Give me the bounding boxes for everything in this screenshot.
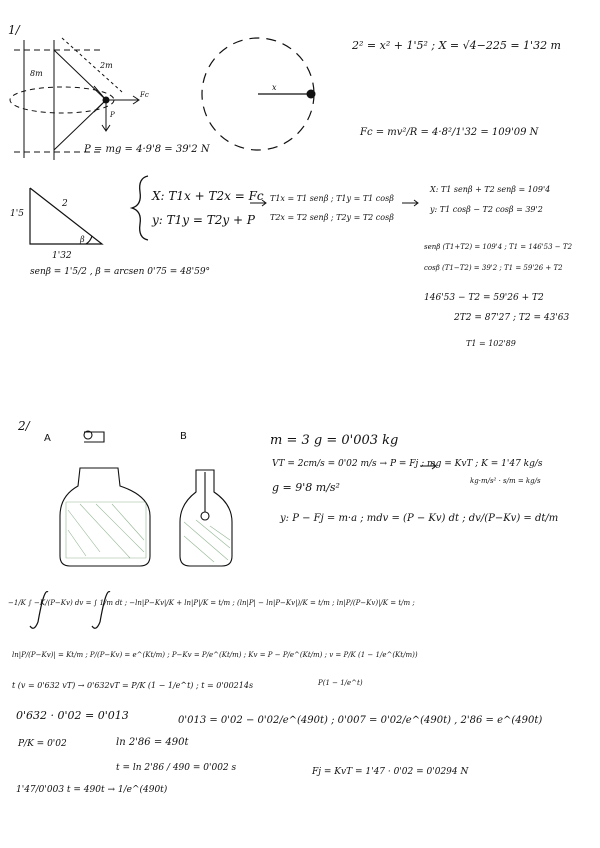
integration-line-1: −1/K ∫ −K/(P−Kv) dv = ∫ 1/m dt ; −ln|P−Kv|/K + ln|P|/K = t/m ; (ln|P| − ln|P−Kv|)/K = t/m ; ln|P/(P−Kv)|/K = t/m ;: [8, 599, 415, 607]
units-check: kg·m/s² · s/m = kg/s: [470, 477, 541, 485]
angle-equation: senβ = 1'5/2 , β = arcsen 0'75 = 48'59°: [30, 267, 211, 277]
gravity-equation: g = 9'8 m/s²: [272, 481, 340, 494]
resolved-y-equation: y: T1 cosβ − T2 cosβ = 39'2: [430, 205, 543, 214]
right-triangle-figure: [30, 188, 102, 244]
solve-line-3: 146'53 − T2 = 59'26 + T2: [424, 293, 544, 303]
problem-1-number: 1/: [8, 23, 20, 37]
solve-line-2: cosβ (T1−T2) = 39'2 ; T1 = 59'26 + T2: [424, 264, 563, 272]
result-line-1: 0'632 · 0'02 = 0'013: [16, 709, 129, 722]
solve-line-4: 2T2 = 87'27 ; T2 = 43'63: [454, 313, 570, 323]
system-x-equation: X: T1x + T2x = Fc: [152, 189, 264, 203]
bottle-a-figure: [60, 431, 150, 566]
motion-equation: y: P − Fj = m·a ; mdv = (P − Kv) dt ; dv/(P−Kv) = dt/m: [280, 513, 559, 524]
height-label: 8m: [30, 69, 43, 78]
mass-equation: m = 3 g = 0'003 kg: [270, 433, 399, 448]
integration-line-3: t (v = 0'632 vT) → 0'632vT = P/K (1 − 1/e^t) ; t = 0'00214s: [12, 681, 254, 690]
pythagoras-equation: 2² = x² + 1'5² ; X = √4−225 = 1'32 m: [352, 39, 561, 52]
weight-equation: P = mg = 4·9'8 = 39'2 N: [84, 144, 210, 155]
components-t2: T2x = T2 senβ ; T2y = T2 cosβ: [270, 213, 394, 222]
system-y-equation: y: T1y = T2y + P: [152, 213, 255, 227]
fc-label: Fc: [140, 91, 149, 99]
problem-2-number: 2/: [18, 419, 30, 433]
result-line-4: ln 2'86 = 490t: [116, 737, 189, 748]
components-t1: T1x = T1 senβ ; T1y = T1 cosβ: [270, 194, 394, 203]
bottle-b-label: B: [180, 431, 187, 442]
radius-label: x: [272, 83, 277, 92]
triangle-base-label: 1'32: [52, 251, 72, 261]
system-brace: [132, 176, 148, 240]
triangle-angle-label: β: [80, 235, 85, 244]
result-line-6: 1'47/0'003 t = 490t → 1/e^(490t): [16, 785, 168, 795]
triangle-side-label: 1'5: [10, 209, 24, 219]
bottle-b-figure: [180, 470, 232, 566]
result-line-2: 0'013 = 0'02 − 0'02/e^(490t) ; 0'007 = 0'02/e^(490t) , 2'86 = e^(490t): [178, 715, 543, 726]
resolved-x-equation: X: T1 senβ + T2 senβ = 109'4: [430, 185, 551, 194]
circular-path-figure: [202, 38, 314, 150]
integration-note: P(1 − 1/e^t): [318, 679, 363, 687]
bottle-a-label: A: [44, 433, 51, 444]
result-line-3: P/K = 0'02: [18, 739, 67, 749]
terminal-velocity-equation: VT = 2cm/s = 0'02 m/s → P = Fj ; mg = KvT ; K = 1'47 kg/s: [272, 459, 543, 469]
pendulum-figure: [10, 38, 139, 160]
centripetal-force-equation: Fc = mv²/R = 4·8²/1'32 = 109'09 N: [360, 127, 539, 138]
solve-line-1: senβ (T1+T2) = 109'4 ; T1 = 146'53 − T2: [424, 243, 573, 251]
integration-line-2: ln|P/(P−Kv)| = Kt/m ; P/(P−Kv) = e^(Kt/m) ; P−Kv = P/e^(Kt/m) ; Kv = P − P/e^(Kt/m) ; v = P/K (1 − 1/e^(Kt/m)): [12, 651, 418, 659]
drag-force-equation: Fj = KvT = 1'47 · 0'02 = 0'0294 N: [312, 767, 469, 777]
result-line-5: t = ln 2'86 / 490 = 0'002 s: [116, 763, 237, 773]
solve-line-5: T1 = 102'89: [466, 339, 516, 348]
string-length-label: 2m: [100, 61, 113, 70]
weight-label: P: [110, 111, 115, 119]
triangle-hypotenuse-label: 2: [62, 199, 68, 209]
